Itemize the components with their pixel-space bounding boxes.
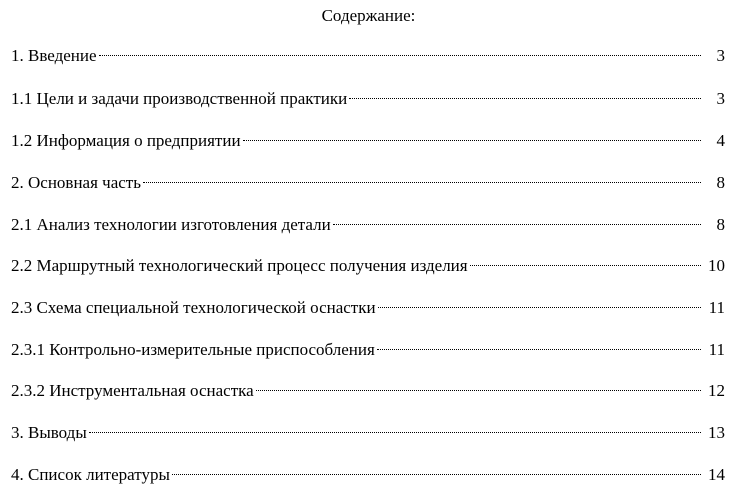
dot-leader: [89, 416, 701, 438]
toc-title: Содержание:: [321, 6, 416, 25]
toc-item-label: 2.3.2 Инструментальная оснастка: [11, 381, 254, 400]
toc-item-page: 13: [708, 423, 725, 442]
toc-item-label: 2.3 Схема специальной технологической оснастки: [11, 298, 376, 317]
toc-item-label: 1. Введение: [11, 46, 97, 65]
toc-item-page: 4: [716, 131, 725, 150]
toc-item-label: 1.2 Информация о предприятии: [11, 131, 241, 150]
toc-item-references[interactable]: [11, 458, 725, 486]
toc-item-enterprise-info[interactable]: [11, 124, 725, 152]
toc-item-measuring-fixtures[interactable]: [11, 333, 725, 361]
toc-item-label: 2.3.1 Контрольно-измерительные приспособления: [11, 340, 375, 359]
toc-item-goals-and-tasks[interactable]: [11, 82, 725, 110]
dot-leader: [470, 249, 701, 271]
toc-item-introduction[interactable]: [11, 39, 725, 67]
toc-item-label: 2.2 Маршрутный технологический процесс получения изделия: [11, 256, 468, 275]
toc-item-page: 11: [708, 298, 725, 317]
dot-leader: [172, 458, 701, 480]
dot-leader: [349, 82, 701, 104]
toc-item-route-process[interactable]: [11, 249, 725, 277]
toc-item-main-part[interactable]: [11, 166, 725, 194]
toc-item-conclusions[interactable]: [11, 416, 725, 444]
toc-item-label: 3. Выводы: [11, 423, 87, 442]
toc-item-page: 11: [708, 340, 725, 359]
toc-item-label: 4. Список литературы: [11, 465, 170, 484]
toc-item-page: 8: [716, 173, 725, 192]
toc-item-technology-analysis[interactable]: [11, 208, 725, 236]
dot-leader: [378, 291, 701, 313]
dot-leader: [243, 124, 701, 146]
dot-leader: [377, 333, 701, 355]
toc-item-page: 14: [708, 465, 725, 484]
toc-item-page: 3: [716, 46, 725, 65]
dot-leader: [256, 374, 701, 396]
dot-leader: [333, 208, 701, 230]
toc-item-page: 10: [708, 256, 725, 275]
toc-item-label: 2. Основная часть: [11, 173, 141, 192]
toc-item-label: 1.1 Цели и задачи производственной практики: [11, 89, 348, 108]
toc-item-page: 12: [708, 381, 725, 400]
toc-item-tool-equipment[interactable]: [11, 374, 725, 402]
dot-leader: [143, 166, 701, 188]
toc-item-label: 2.1 Анализ технологии изготовления детали: [11, 215, 331, 234]
toc-item-tooling-scheme[interactable]: [11, 291, 725, 319]
toc-item-page: 3: [716, 89, 725, 108]
dot-leader: [99, 39, 701, 61]
toc-item-page: 8: [716, 215, 725, 234]
